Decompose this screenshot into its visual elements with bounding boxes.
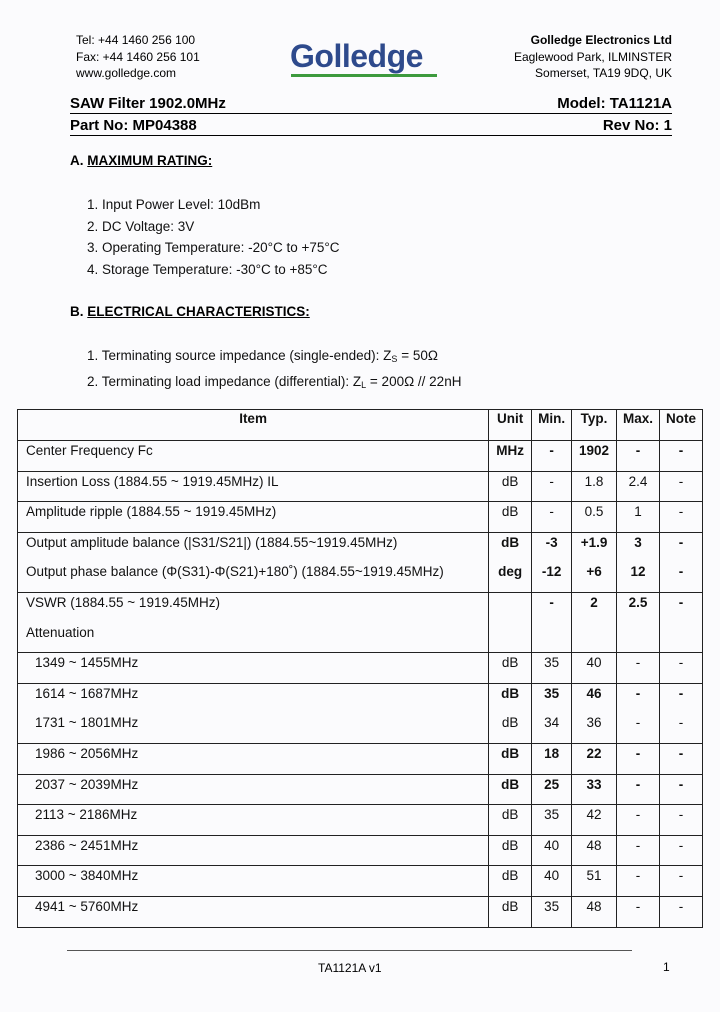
max-value: 3	[634, 534, 642, 550]
cell-max	[617, 774, 660, 805]
unit-value: dB	[501, 473, 519, 489]
max-value: -	[635, 837, 641, 853]
list-item: 1. Terminating source impedance (single-ended): $Z_S = 50\Omega$	[87, 348, 438, 364]
revision-number: Rev No: 1	[602, 117, 672, 134]
cell-min	[532, 653, 572, 684]
list-item: 4. Storage Temperature: -30°C to +85°C	[87, 261, 328, 277]
max-value: -	[635, 868, 641, 884]
cell-unit	[489, 774, 532, 805]
note-value: -	[678, 868, 684, 884]
cell-note	[660, 653, 703, 684]
max-value: 12	[630, 564, 646, 580]
unit-value: dB	[501, 837, 519, 853]
list-item: 2. DC Voltage: 3V	[87, 218, 195, 234]
unit-value: dB	[501, 898, 519, 914]
unit-value: dB	[501, 504, 519, 520]
cell-min	[532, 592, 572, 652]
typ-value: +6	[586, 564, 602, 580]
unit-value: deg	[498, 564, 523, 580]
table-row	[18, 774, 703, 805]
cell-note	[660, 592, 703, 652]
footer-rule	[67, 950, 632, 951]
typ-value: 51	[586, 868, 602, 884]
typ-value: +1.9	[580, 534, 608, 550]
address-line-1: Eaglewood Park, ILMINSTER	[513, 49, 672, 64]
typ-value: 36	[586, 715, 602, 731]
phone-number: Tel: +44 1460 256 100	[76, 33, 196, 47]
title-row-product	[70, 94, 672, 114]
cell-typ	[572, 866, 617, 897]
note-value: -	[678, 807, 684, 823]
table-row	[18, 683, 703, 743]
cell-unit	[489, 592, 532, 652]
cell-typ	[572, 774, 617, 805]
max-value: -	[635, 715, 641, 731]
cell-max	[617, 471, 660, 502]
cell-unit	[489, 441, 532, 472]
title-row-part	[70, 116, 672, 136]
note-value: -	[678, 655, 684, 671]
typ-value: 0.5	[584, 504, 604, 520]
max-value: -	[635, 807, 641, 823]
cell-item	[18, 592, 489, 652]
header-unit: Unit	[489, 410, 532, 441]
company-name: Golledge Electronics Ltd	[530, 33, 672, 47]
section-a-prefix: A.	[70, 153, 88, 168]
header-max: Max.	[617, 410, 660, 441]
website: www.golledge.com	[76, 66, 177, 80]
cell-typ	[572, 502, 617, 533]
note-value: -	[678, 443, 684, 458]
header-note: Note	[660, 410, 703, 441]
max-value	[617, 623, 659, 653]
cell-unit	[489, 866, 532, 897]
item-value: 3000 ~ 3840MHz	[35, 868, 139, 884]
min-value: 35	[544, 807, 560, 823]
header-min: Min.	[532, 410, 572, 441]
cell-item	[18, 805, 489, 836]
cell-min	[532, 866, 572, 897]
note-value	[660, 623, 702, 653]
cell-typ	[572, 835, 617, 866]
note-value: -	[678, 898, 684, 914]
min-value: 18	[544, 745, 560, 761]
cell-min	[532, 743, 572, 774]
unit-value: dB	[501, 745, 520, 761]
max-value: -	[635, 745, 641, 761]
list-item: 2. Terminating load impedance (differential): $Z_L = 200\Omega // 22nH$	[87, 373, 462, 390]
cell-typ	[572, 653, 617, 684]
note-value: -	[678, 534, 684, 550]
table-row	[18, 743, 703, 774]
min-value: -	[549, 504, 554, 520]
cell-max	[617, 502, 660, 533]
cell-unit	[489, 743, 532, 774]
min-value: -12	[541, 564, 562, 580]
max-value: -	[635, 898, 641, 914]
unit-value	[489, 593, 531, 623]
item-value: 2386 ~ 2451MHz	[35, 837, 139, 853]
cell-min	[532, 896, 572, 927]
contact-block	[76, 32, 200, 82]
max-value: 2.5	[628, 594, 648, 610]
item-value: 1731 ~ 1801MHz	[35, 715, 139, 731]
cell-unit	[489, 896, 532, 927]
cell-max	[617, 683, 660, 743]
cell-unit	[489, 835, 532, 866]
item-value: 1614 ~ 1687MHz	[35, 685, 139, 701]
max-value: -	[635, 776, 641, 792]
typ-value: 1.8	[584, 473, 604, 489]
cell-note	[660, 835, 703, 866]
address-line-2: Somerset, TA19 9DQ, UK	[535, 66, 672, 80]
max-rating-list	[87, 194, 340, 280]
item-value: Output amplitude balance (|S31/S21|) (1884.55~1919.45MHz)	[26, 534, 398, 550]
part-number: Part No: MP04388	[70, 117, 197, 134]
typ-value: 22	[586, 745, 602, 761]
item-value: Center Frequency Fc	[26, 443, 153, 458]
header-typ: Typ.	[572, 410, 617, 441]
unit-value: dB	[501, 534, 520, 550]
min-value: 34	[544, 715, 560, 731]
table-row	[18, 835, 703, 866]
address-block	[514, 32, 672, 82]
cell-min	[532, 805, 572, 836]
item-value: Attenuation	[26, 624, 95, 640]
item-value: 2113 ~ 2186MHz	[35, 807, 138, 823]
cell-typ	[572, 592, 617, 652]
cell-unit	[489, 683, 532, 743]
item-value: Output phase balance (Φ(S31)-Φ(S21)+180˚) (1884.55~1919.45MHz)	[26, 564, 444, 580]
cell-min	[532, 502, 572, 533]
cell-item	[18, 502, 489, 533]
min-value: -	[549, 473, 554, 489]
unit-value: dB	[501, 715, 519, 731]
cell-item	[18, 866, 489, 897]
item-value: 2037 ~ 2039MHz	[35, 776, 139, 792]
min-value	[532, 623, 571, 653]
min-value: -	[549, 594, 554, 610]
cell-unit	[489, 532, 532, 592]
cell-max	[617, 653, 660, 684]
model-number: Model: TA1121A	[557, 95, 672, 112]
cell-min	[532, 835, 572, 866]
cell-max	[617, 592, 660, 652]
max-value: -	[635, 655, 641, 671]
note-value: -	[678, 504, 684, 520]
min-value: 40	[544, 837, 560, 853]
min-value: 40	[544, 868, 560, 884]
cell-unit	[489, 502, 532, 533]
item-value: 1986 ~ 2056MHz	[35, 745, 139, 761]
item-value: Amplitude ripple (1884.55 ~ 1919.45MHz)	[26, 504, 277, 520]
typ-value: 33	[586, 776, 602, 792]
cell-item	[18, 743, 489, 774]
cell-unit	[489, 653, 532, 684]
cell-max	[617, 441, 660, 472]
note-value: -	[678, 473, 684, 489]
unit-value	[489, 623, 531, 653]
cell-min	[532, 683, 572, 743]
table-row	[18, 502, 703, 533]
footer-doc-id: TA1121A v1	[318, 961, 382, 975]
table-row	[18, 866, 703, 897]
cell-typ	[572, 683, 617, 743]
cell-item	[18, 653, 489, 684]
cell-item	[18, 774, 489, 805]
typ-value: 46	[586, 685, 602, 701]
cell-typ	[572, 896, 617, 927]
spec-table	[17, 409, 703, 928]
min-value: 35	[544, 655, 560, 671]
typ-value: 48	[586, 837, 602, 853]
min-value: -3	[545, 534, 558, 550]
cell-note	[660, 683, 703, 743]
max-value: 1	[634, 504, 642, 520]
section-b-title: ELECTRICAL CHARACTERISTICS:	[87, 304, 310, 319]
unit-value: MHz	[496, 443, 524, 458]
section-a-title: MAXIMUM RATING:	[87, 153, 213, 168]
typ-value: 40	[586, 655, 602, 671]
cell-item	[18, 835, 489, 866]
unit-value: dB	[501, 868, 519, 884]
item-value: Insertion Loss (1884.55 ~ 1919.45MHz) IL	[26, 473, 279, 489]
note-value: -	[678, 564, 684, 580]
note-value: -	[678, 715, 684, 731]
cell-max	[617, 532, 660, 592]
unit-value: dB	[501, 655, 519, 671]
company-logo: Golledge	[290, 38, 423, 74]
cell-item	[18, 896, 489, 927]
typ-value: 42	[586, 807, 602, 823]
cell-note	[660, 532, 703, 592]
cell-note	[660, 805, 703, 836]
cell-max	[617, 835, 660, 866]
max-value: -	[635, 685, 641, 701]
min-value: 25	[544, 776, 560, 792]
list-item: 1. Input Power Level: 10dBm	[87, 197, 261, 212]
table-row	[18, 592, 703, 652]
footer-page-number: 1	[663, 960, 670, 974]
max-value: -	[635, 443, 641, 458]
section-b-heading	[70, 304, 310, 319]
cell-typ	[572, 805, 617, 836]
cell-item	[18, 683, 489, 743]
table-row	[18, 896, 703, 927]
item-value: 1349 ~ 1455MHz	[35, 655, 139, 671]
cell-max	[617, 866, 660, 897]
note-value: -	[678, 745, 684, 761]
table-header-row	[18, 410, 703, 441]
max-value: 2.4	[628, 473, 648, 489]
cell-item	[18, 532, 489, 592]
typ-value	[572, 623, 616, 653]
cell-unit	[489, 805, 532, 836]
impedance-list	[87, 345, 461, 396]
cell-item	[18, 471, 489, 502]
cell-typ	[572, 532, 617, 592]
table-row	[18, 532, 703, 592]
note-value: -	[678, 685, 684, 701]
cell-typ	[572, 441, 617, 472]
cell-note	[660, 502, 703, 533]
section-a-heading	[70, 153, 212, 168]
cell-note	[660, 743, 703, 774]
unit-value: dB	[501, 807, 519, 823]
cell-min	[532, 774, 572, 805]
cell-note	[660, 441, 703, 472]
cell-min	[532, 471, 572, 502]
item-value: VSWR (1884.55 ~ 1919.45MHz)	[26, 594, 220, 610]
product-title: SAW Filter 1902.0MHz	[70, 95, 226, 112]
min-value: 35	[544, 898, 560, 914]
cell-note	[660, 896, 703, 927]
cell-max	[617, 805, 660, 836]
cell-item	[18, 441, 489, 472]
cell-min	[532, 532, 572, 592]
cell-note	[660, 774, 703, 805]
logo-underline	[291, 74, 437, 77]
table-row	[18, 441, 703, 472]
table-row	[18, 805, 703, 836]
cell-typ	[572, 471, 617, 502]
table-row	[18, 471, 703, 502]
cell-max	[617, 743, 660, 774]
min-value: 35	[544, 685, 560, 701]
note-value: -	[678, 837, 684, 853]
cell-note	[660, 866, 703, 897]
cell-max	[617, 896, 660, 927]
typ-value: 2	[590, 594, 598, 610]
min-value: -	[549, 443, 554, 458]
unit-value: dB	[501, 776, 520, 792]
cell-typ	[572, 743, 617, 774]
unit-value: dB	[501, 685, 520, 701]
header-item: Item	[18, 410, 489, 441]
fax-number: Fax: +44 1460 256 101	[76, 49, 200, 64]
list-item: 3. Operating Temperature: -20°C to +75°C	[87, 240, 340, 256]
section-b-prefix: B.	[70, 304, 88, 319]
cell-min	[532, 441, 572, 472]
typ-value: 1902	[579, 443, 610, 458]
cell-note	[660, 471, 703, 502]
cell-unit	[489, 471, 532, 502]
typ-value: 48	[586, 898, 602, 914]
note-value: -	[678, 776, 684, 792]
note-value: -	[678, 594, 684, 610]
table-row	[18, 653, 703, 684]
item-value: 4941 ~ 5760MHz	[35, 898, 139, 914]
